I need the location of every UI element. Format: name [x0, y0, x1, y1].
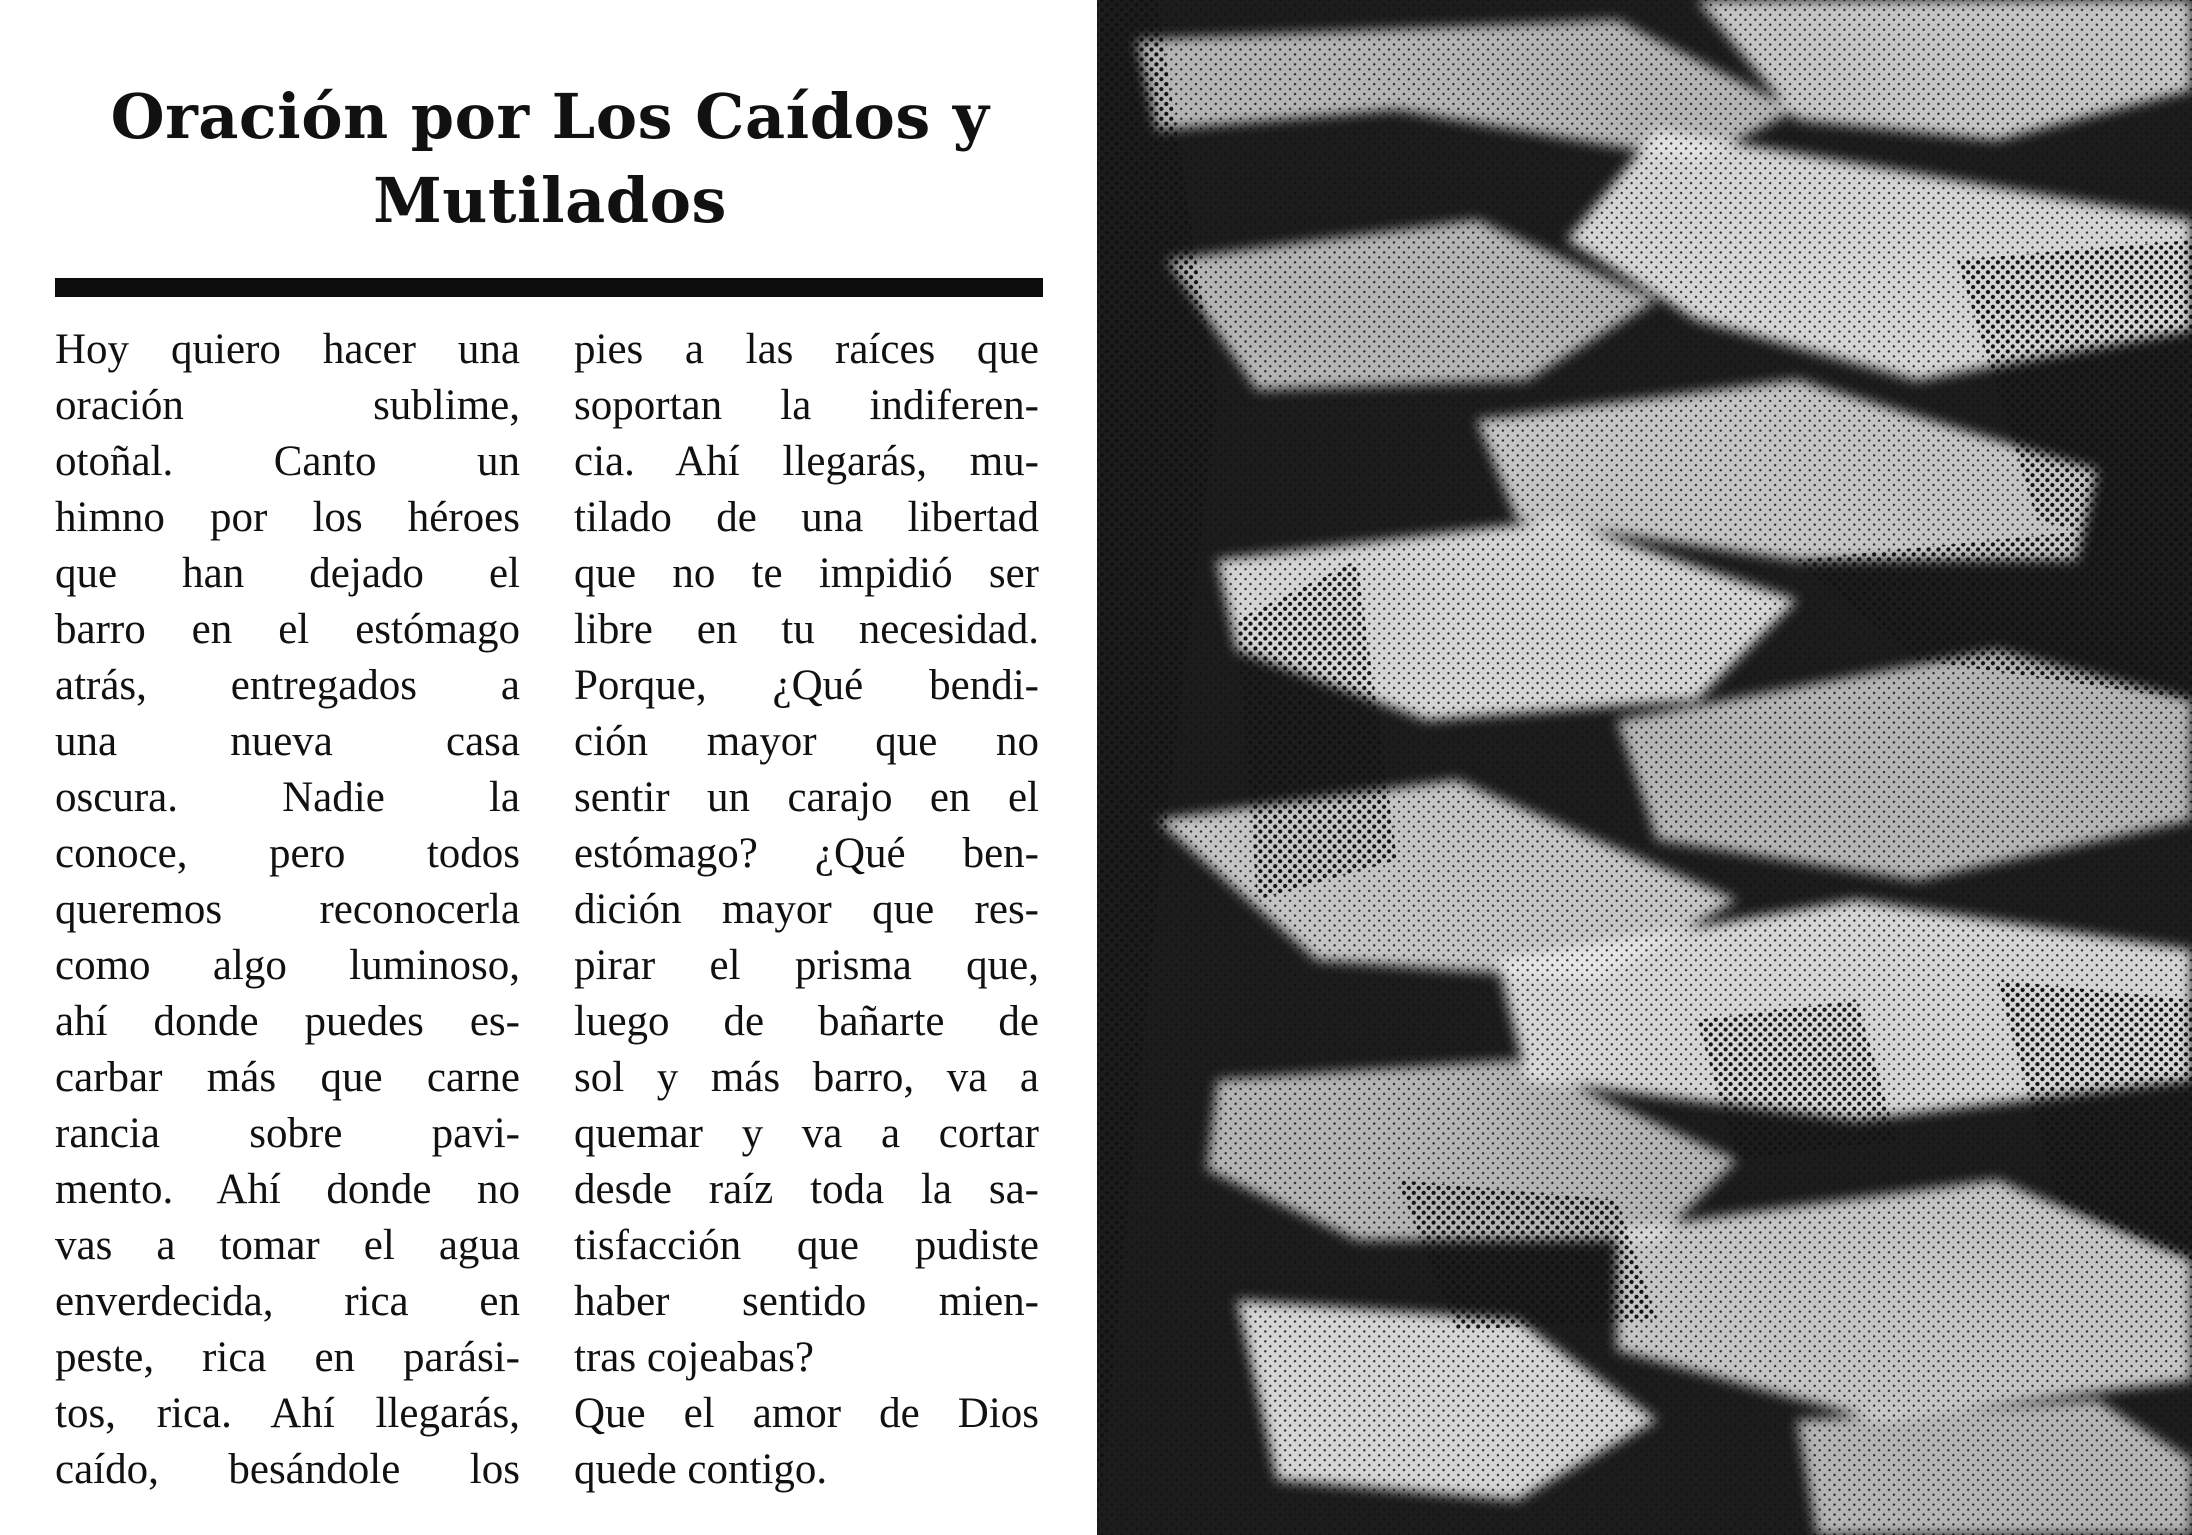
text-line: barro en el estómago [55, 606, 520, 653]
text-line: atrás, entregados a [55, 662, 520, 709]
text-line: que no te impidió ser [574, 550, 1039, 597]
text-line: himno por los héroes [55, 494, 520, 541]
text-line: estómago? ¿Qué ben- [574, 830, 1039, 877]
text-line: desde raíz toda la sa- [574, 1166, 1039, 1213]
text-line: haber sentido mien- [574, 1278, 1039, 1325]
text-line: caído, besándole los [55, 1446, 520, 1493]
text-line: Que el amor de Dios [574, 1390, 1039, 1437]
title-line: Mutilados [373, 164, 727, 237]
text-line: tisfacción que pudiste [574, 1222, 1039, 1269]
hands-image [1097, 0, 2192, 1535]
text-line: libre en tu necesidad. [574, 606, 1039, 653]
text-line: soportan la indiferen- [574, 382, 1039, 429]
text-line: enverdecida, rica en [55, 1278, 520, 1325]
text-line: quemar y va a cortar [574, 1110, 1039, 1157]
text-line: queremos reconocerla [55, 886, 520, 933]
text-line: oración sublime, [55, 382, 520, 429]
text-line: luego de bañarte de [574, 998, 1039, 1045]
text-line: pirar el prisma que, [574, 942, 1039, 989]
text-line: carbar más que carne [55, 1054, 520, 1101]
text-line: tilado de una libertad [574, 494, 1039, 541]
text-panel [0, 0, 1095, 1535]
text-line: una nueva casa [55, 718, 520, 765]
text-line: otoñal. Canto un [55, 438, 520, 485]
text-line: pies a las raíces que [574, 326, 1039, 373]
text-line: sol y más barro, va a [574, 1054, 1039, 1101]
text-line: Hoy quiero hacer una [55, 326, 520, 373]
text-line: quede contigo. [574, 1446, 828, 1493]
page-title [55, 75, 1045, 243]
text-line: rancia sobre pavi- [55, 1110, 520, 1157]
text-column-left [55, 322, 520, 1498]
text-line: como algo luminoso, [55, 942, 520, 989]
text-column-right [574, 322, 1039, 1498]
text-line: tras cojeabas? [574, 1334, 814, 1381]
title-divider [55, 278, 1043, 297]
title-line: Oración por Los Caídos y [110, 80, 990, 153]
text-line: conoce, pero todos [55, 830, 520, 877]
text-line: dición mayor que res- [574, 886, 1039, 933]
text-line: ción mayor que no [574, 718, 1039, 765]
text-line: peste, rica en parási- [55, 1334, 520, 1381]
text-line: oscura. Nadie la [55, 774, 520, 821]
text-line: ahí donde puedes es- [55, 998, 520, 1045]
text-line: Porque, ¿Qué bendi- [574, 662, 1039, 709]
halftone-photo [1097, 0, 2192, 1535]
text-line: vas a tomar el agua [55, 1222, 520, 1269]
text-line: tos, rica. Ahí llegarás, [55, 1390, 520, 1437]
text-line: cia. Ahí llegarás, mu- [574, 438, 1039, 485]
text-line: mento. Ahí donde no [55, 1166, 520, 1213]
text-line: sentir un carajo en el [574, 774, 1039, 821]
text-line: que han dejado el [55, 550, 520, 597]
